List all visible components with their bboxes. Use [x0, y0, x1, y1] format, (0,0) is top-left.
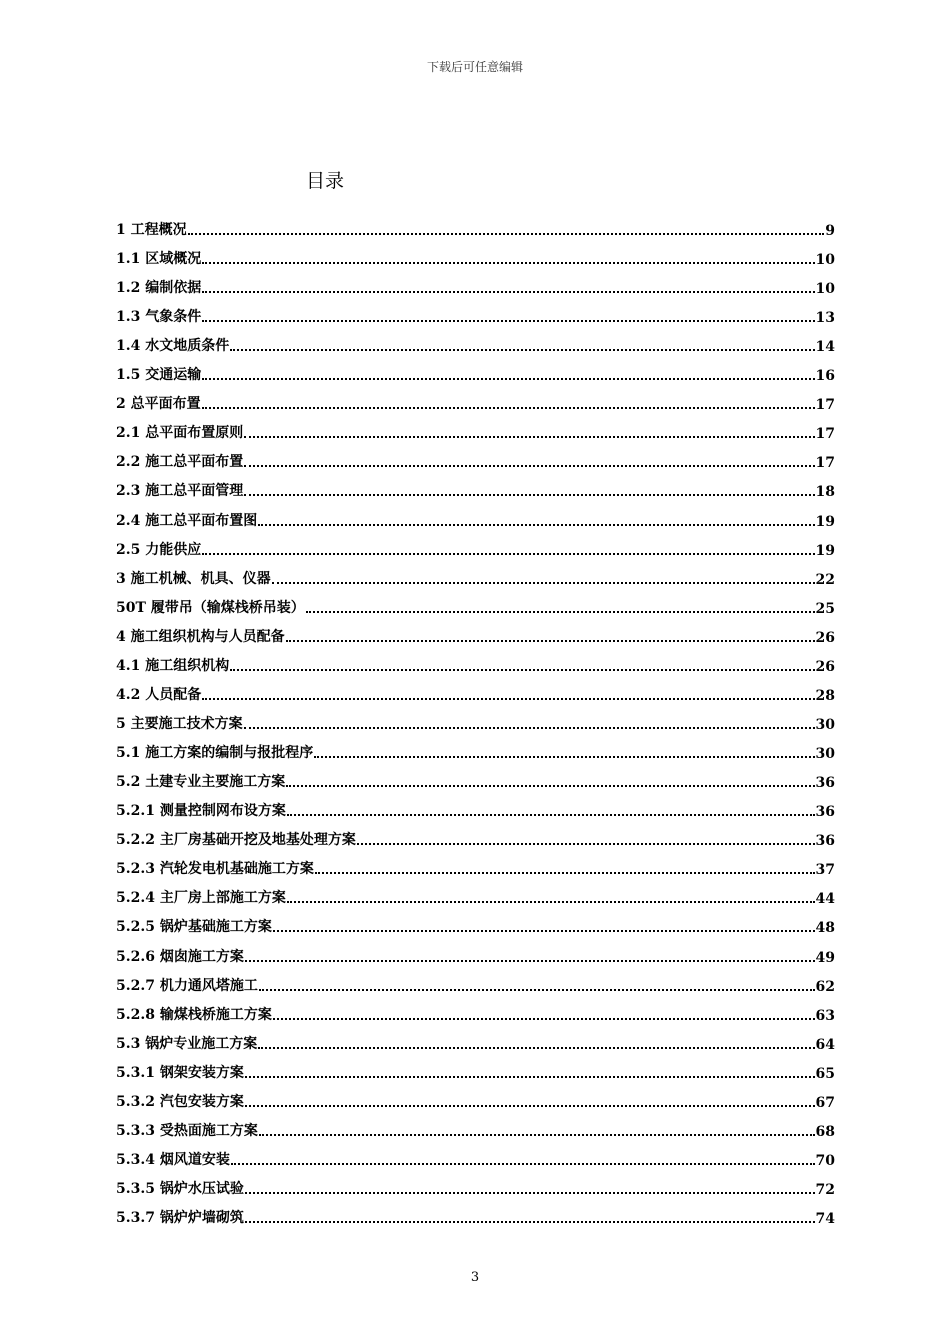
toc-entry-label: 4.1 施工组织机构 — [116, 658, 230, 674]
toc-entry-page: 36 — [815, 833, 835, 849]
toc-entry[interactable] — [116, 355, 835, 384]
toc-entry[interactable] — [116, 588, 835, 617]
toc-entry-label: 5.2.8 输煤栈桥施工方案 — [116, 1007, 272, 1023]
toc-entry-page: 36 — [815, 775, 835, 791]
toc-entry-page: 26 — [815, 630, 835, 646]
toc-entry[interactable] — [116, 1082, 835, 1111]
toc-entry-label: 5.3.5 锅炉水压试验 — [116, 1181, 244, 1197]
toc-entry-label: 5.2 土建专业主要施工方案 — [116, 774, 286, 790]
toc-dot-leader — [259, 1134, 815, 1136]
toc-dot-leader — [258, 524, 814, 526]
toc-entry-label: 5 主要施工技术方案 — [116, 716, 243, 732]
toc-entry-page: 17 — [815, 397, 835, 413]
toc-dot-leader — [231, 1163, 815, 1165]
toc-dot-leader — [202, 407, 815, 409]
toc-entry[interactable] — [116, 675, 835, 704]
toc-entry-label: 1.3 气象条件 — [116, 309, 202, 325]
toc-entry-label: 50T 履带吊（输煤栈桥吊装） — [116, 600, 305, 616]
toc-entry-page: 72 — [815, 1182, 835, 1198]
toc-entry[interactable] — [116, 907, 835, 936]
toc-entry-label: 1.1 区域概况 — [116, 251, 202, 267]
toc-entry-page: 65 — [815, 1066, 835, 1082]
toc-entry-page: 25 — [815, 601, 835, 617]
page-header: 下载后可任意编辑 — [426, 60, 523, 74]
toc-dot-leader — [202, 291, 814, 293]
toc-entry-page: 44 — [815, 891, 835, 907]
toc-dot-leader — [245, 1192, 815, 1194]
toc-dot-leader — [202, 378, 814, 380]
toc-entry-label: 2.4 施工总平面布置图 — [116, 513, 258, 529]
toc-entry[interactable] — [116, 1053, 835, 1082]
toc-entry-label: 2.1 总平面布置原则 — [116, 425, 244, 441]
toc-entry-page: 22 — [815, 572, 835, 588]
toc-entry[interactable] — [116, 878, 835, 907]
toc-entry[interactable] — [116, 530, 835, 559]
toc-dot-leader — [287, 901, 815, 903]
toc-entry-label: 5.2.1 测量控制网布设方案 — [116, 803, 286, 819]
toc-entry[interactable] — [116, 849, 835, 878]
toc-dot-leader — [245, 1076, 815, 1078]
toc-entry-page: 18 — [815, 484, 835, 500]
toc-entry-page: 26 — [815, 659, 835, 675]
toc-entry[interactable] — [116, 297, 835, 326]
toc-entry-label: 5.2.5 锅炉基础施工方案 — [116, 919, 272, 935]
toc-entry[interactable] — [116, 995, 835, 1024]
toc-entry-label: 2.3 施工总平面管理 — [116, 483, 244, 499]
toc-entry-label: 3 施工机械、机具、仪器 — [116, 571, 271, 587]
toc-entry[interactable] — [116, 413, 835, 442]
toc-dot-leader — [273, 930, 815, 932]
toc-entry[interactable] — [116, 704, 835, 733]
toc-entry[interactable] — [116, 384, 835, 413]
toc-entry-page: 64 — [815, 1037, 835, 1053]
toc-entry-page: 10 — [815, 252, 835, 268]
toc-entry-page: 37 — [815, 862, 835, 878]
toc-entry-page: 13 — [815, 310, 835, 326]
table-of-contents — [116, 210, 835, 1227]
toc-dot-leader — [202, 320, 814, 322]
toc-entry-label: 4.2 人员配备 — [116, 687, 202, 703]
toc-entry-page: 9 — [825, 223, 835, 239]
toc-entry[interactable] — [116, 1140, 835, 1169]
toc-dot-leader — [273, 1018, 815, 1020]
toc-dot-leader — [287, 814, 815, 816]
toc-entry[interactable] — [116, 471, 835, 500]
toc-entry[interactable] — [116, 936, 835, 966]
toc-entry-label: 5.3.4 烟风道安装 — [116, 1152, 230, 1168]
toc-entry[interactable] — [116, 268, 835, 297]
toc-dot-leader — [244, 436, 814, 438]
toc-entry-page: 36 — [815, 804, 835, 820]
toc-entry-page: 49 — [815, 950, 835, 966]
toc-entry[interactable] — [116, 1169, 835, 1198]
toc-entry-label: 5.3.2 汽包安装方案 — [116, 1094, 244, 1110]
toc-dot-leader — [245, 1105, 815, 1107]
toc-entry[interactable] — [116, 791, 835, 820]
toc-entry[interactable] — [116, 762, 835, 791]
toc-entry[interactable] — [116, 210, 835, 239]
toc-dot-leader — [202, 553, 814, 555]
toc-entry-page: 14 — [815, 339, 835, 355]
toc-entry-label: 5.3.1 钢架安装方案 — [116, 1065, 244, 1081]
toc-entry[interactable] — [116, 966, 835, 995]
toc-entry[interactable] — [116, 500, 835, 530]
toc-entry-page: 30 — [815, 746, 835, 762]
page-number: 3 — [470, 1270, 480, 1285]
toc-entry[interactable] — [116, 820, 835, 849]
toc-dot-leader — [202, 698, 814, 700]
toc-dot-leader — [315, 872, 815, 874]
toc-entry-label: 2.5 力能供应 — [116, 542, 202, 558]
toc-entry[interactable] — [116, 733, 835, 762]
toc-dot-leader — [230, 669, 814, 671]
toc-dot-leader — [245, 1221, 815, 1223]
toc-entry-page: 48 — [815, 920, 835, 936]
toc-entry-page: 67 — [815, 1095, 835, 1111]
toc-entry[interactable] — [116, 326, 835, 355]
toc-entry[interactable] — [116, 617, 835, 646]
toc-dot-leader — [244, 494, 814, 496]
toc-dot-leader — [230, 349, 814, 351]
toc-entry-label: 5.3.3 受热面施工方案 — [116, 1123, 258, 1139]
toc-entry-label: 1.5 交通运输 — [116, 367, 202, 383]
toc-dot-leader — [286, 640, 815, 642]
toc-entry-page: 28 — [815, 688, 835, 704]
toc-entry[interactable] — [116, 1198, 835, 1227]
toc-entry-page: 68 — [815, 1124, 835, 1140]
toc-entry-label: 2.2 施工总平面布置 — [116, 454, 244, 470]
toc-entry-page: 70 — [815, 1153, 835, 1169]
toc-entry-page: 19 — [815, 543, 835, 559]
toc-entry[interactable] — [116, 1111, 835, 1140]
toc-entry-label: 1.4 水文地质条件 — [116, 338, 230, 354]
toc-entry-page: 74 — [815, 1211, 835, 1227]
toc-dot-leader — [259, 989, 815, 991]
toc-entry-label: 5.2.6 烟囱施工方案 — [116, 949, 244, 965]
toc-dot-leader — [306, 611, 815, 613]
toc-entry-label: 5.2.4 主厂房上部施工方案 — [116, 890, 286, 906]
toc-entry-label: 4 施工组织机构与人员配备 — [116, 629, 285, 645]
toc-entry-label: 5.2.7 机力通风塔施工 — [116, 978, 258, 994]
toc-entry[interactable] — [116, 559, 835, 588]
toc-entry-label: 5.2.3 汽轮发电机基础施工方案 — [116, 861, 314, 877]
toc-dot-leader — [258, 1047, 814, 1049]
toc-dot-leader — [314, 756, 814, 758]
toc-entry-page: 17 — [815, 426, 835, 442]
toc-entry-page: 63 — [815, 1008, 835, 1024]
toc-entry-page: 10 — [815, 281, 835, 297]
toc-dot-leader — [245, 960, 815, 962]
toc-dot-leader — [244, 727, 815, 729]
toc-entry-page: 17 — [815, 455, 835, 471]
toc-entry-page: 19 — [815, 514, 835, 530]
toc-entry-label: 5.1 施工方案的编制与报批程序 — [116, 745, 314, 761]
toc-dot-leader — [272, 582, 815, 584]
toc-dot-leader — [286, 785, 814, 787]
toc-entry[interactable] — [116, 1024, 835, 1053]
toc-entry-label: 5.2.2 主厂房基础开挖及地基处理方案 — [116, 832, 356, 848]
toc-entry-page: 62 — [815, 979, 835, 995]
toc-entry[interactable] — [116, 442, 835, 471]
toc-entry-label: 5.3 锅炉专业施工方案 — [116, 1036, 258, 1052]
toc-entry-page: 30 — [815, 717, 835, 733]
toc-entry-label: 1.2 编制依据 — [116, 280, 202, 296]
toc-entry-label: 2 总平面布置 — [116, 396, 201, 412]
toc-dot-leader — [357, 843, 815, 845]
toc-title: 目录 — [306, 170, 345, 192]
toc-dot-leader — [244, 465, 814, 467]
toc-entry-label: 5.3.7 锅炉炉墙砌筑 — [116, 1210, 244, 1226]
toc-dot-leader — [188, 233, 825, 235]
toc-dot-leader — [202, 262, 814, 264]
toc-entry[interactable] — [116, 646, 835, 675]
toc-entry-page: 16 — [815, 368, 835, 384]
toc-entry-label: 1 工程概况 — [116, 222, 187, 238]
toc-entry[interactable] — [116, 239, 835, 268]
